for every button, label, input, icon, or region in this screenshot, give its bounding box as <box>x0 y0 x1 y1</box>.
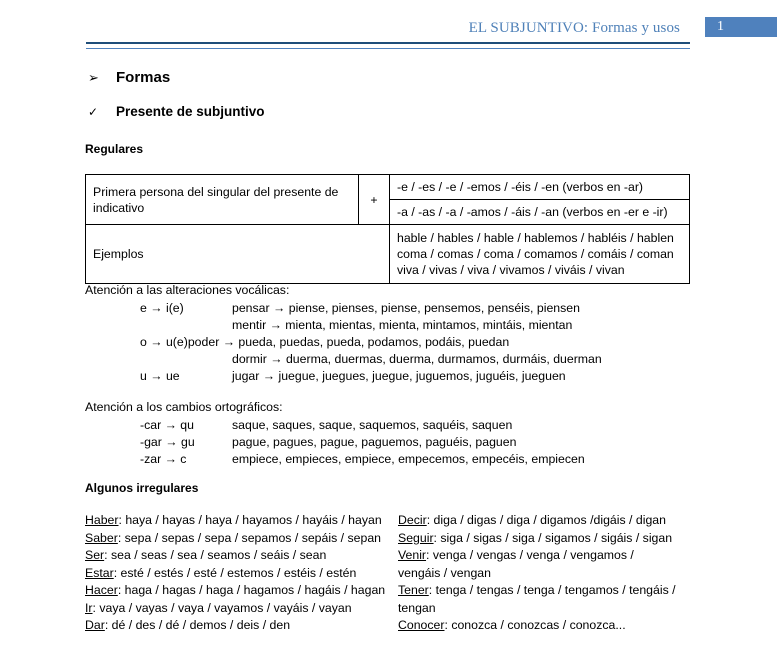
table-row <box>86 225 690 284</box>
page-number-box <box>705 17 777 37</box>
verb-name: Haber <box>85 513 119 527</box>
orthographic-label: -car → qu <box>140 418 194 432</box>
vocalic-example: pensar → piense, pienses, piense, pensemos, penséis, piensen <box>232 301 580 315</box>
verb-forms: : sepa / sepas / sepa / sepamos / sepáis / sepan <box>117 530 381 545</box>
irregular-entry <box>85 530 390 548</box>
heading-formas-label: Formas <box>116 69 171 86</box>
conjugation-table <box>85 174 690 284</box>
arrow-bullet-icon: ➢ <box>88 70 99 85</box>
irregular-entry <box>398 512 678 530</box>
verb-name: Saber <box>85 530 118 545</box>
verb-name: Conocer <box>398 618 445 632</box>
vocalic-label: e → i(e) <box>140 301 184 315</box>
heading-presente-subjuntivo <box>88 104 265 119</box>
irregular-entry <box>85 547 390 565</box>
cell-rule-description: Primera persona del singular del presente de indicativo <box>86 175 359 225</box>
irregular-entry <box>398 617 678 635</box>
ejemplo-line: viva / vivas / viva / vivamos / viváis / vivan <box>397 263 625 277</box>
orthographic-label: -gar → gu <box>140 435 195 449</box>
cell-ejemplos-values <box>390 225 690 284</box>
verb-name: Seguir <box>398 530 434 545</box>
verb-forms: : conozca / conozcas / conozca... <box>444 618 626 632</box>
check-bullet-icon: ✓ <box>88 105 99 119</box>
verb-forms: : dé / des / dé / demos / deis / den <box>104 618 291 632</box>
vocalic-example: mentir → mienta, mientas, mienta, mintamos, mintáis, mientan <box>232 318 573 332</box>
irregulars-column-right <box>398 512 678 635</box>
irregular-entry <box>398 582 678 617</box>
verb-forms: : diga / digas / diga / digamos /digáis / digan <box>426 513 666 527</box>
verb-name: Decir <box>398 513 427 527</box>
verb-forms: : venga / vengas / venga / vengamos / vengáis / vengan <box>398 548 634 580</box>
verb-name: Estar <box>85 565 114 580</box>
ejemplo-line: coma / comas / coma / comamos / comáis / coman <box>397 247 674 261</box>
orthographic-example: saque, saques, saque, saquemos, saquéis, saquen <box>232 418 513 432</box>
verb-name: Ir <box>85 600 93 615</box>
cell-plus-sign: + <box>359 175 390 225</box>
vocalic-example: dormir → duerma, duermas, duerma, durmamos, durmáis, duerman <box>232 352 602 366</box>
verb-forms: : tenga / tengas / tenga / tengamos / tengáis / tengan <box>398 583 676 615</box>
page-number: 1 <box>717 19 724 34</box>
heading-presente-label: Presente de subjuntivo <box>116 104 265 119</box>
verb-forms: : vaya / vayas / vaya / vayamos / vayáis / vayan <box>92 600 352 615</box>
header-title: EL SUBJUNTIVO: Formas y usos <box>468 20 680 36</box>
orthographic-example: pague, pagues, pague, paguemos, paguéis, paguen <box>232 435 517 449</box>
irregulars-column-left <box>85 512 390 635</box>
verb-forms: : siga / sigas / siga / sigamos / sigáis / sigan <box>433 530 673 545</box>
vocalic-note-title: Atención a las alteraciones vocálicas: <box>85 283 290 297</box>
irregular-entry <box>398 547 678 582</box>
verb-name: Dar <box>85 618 105 632</box>
heading-formas <box>88 69 170 86</box>
cell-ejemplos-label: Ejemplos <box>86 225 390 284</box>
page-header <box>0 0 777 52</box>
verb-forms: : haga / hagas / haga / hagamos / hagáis / hagan <box>117 583 386 597</box>
vocalic-example: jugar → juegue, juegues, juegue, juguemos, juguéis, jueguen <box>232 369 566 383</box>
irregular-entry <box>85 582 390 600</box>
irregular-entry <box>398 530 678 548</box>
irregular-entry <box>85 600 390 618</box>
subheading-algunos-irregulares: Algunos irregulares <box>85 481 199 495</box>
verb-name: Tener <box>398 583 429 597</box>
irregular-entry <box>85 512 390 530</box>
verb-name: Venir <box>398 548 427 562</box>
verb-forms: : haya / hayas / haya / hayamos / hayáis / hayan <box>118 513 382 527</box>
cell-endings-ar: -e / -es / -e / -emos / -éis / -en (verbos en -ar) <box>390 175 690 200</box>
irregular-entry <box>85 565 390 583</box>
table-row <box>86 175 690 200</box>
vocalic-label: u → ue <box>140 369 180 383</box>
orthographic-example: empiece, empieces, empiece, empecemos, empecéis, empiecen <box>232 452 585 466</box>
orthographic-note-title: Atención a los cambios ortográficos: <box>85 400 283 414</box>
vocalic-example: o → u(e)poder → pueda, puedas, pueda, podamos, podáis, puedan <box>140 335 510 349</box>
verb-forms: : esté / estés / esté / estemos / estéis / estén <box>113 565 357 580</box>
verb-name: Hacer <box>85 583 118 597</box>
cell-endings-er-ir: -a / -as / -a / -amos / -áis / -an (verbos en -er e -ir) <box>390 200 690 225</box>
orthographic-label: -zar → c <box>140 452 187 466</box>
header-divider <box>86 42 690 49</box>
ejemplo-line: hable / hables / hable / hablemos / habléis / hablen <box>397 231 674 245</box>
subheading-regulares: Regulares <box>85 142 144 156</box>
verb-name: Ser <box>85 548 105 562</box>
verb-forms: : sea / seas / sea / seamos / seáis / sean <box>104 548 327 562</box>
irregular-entry <box>85 617 390 635</box>
